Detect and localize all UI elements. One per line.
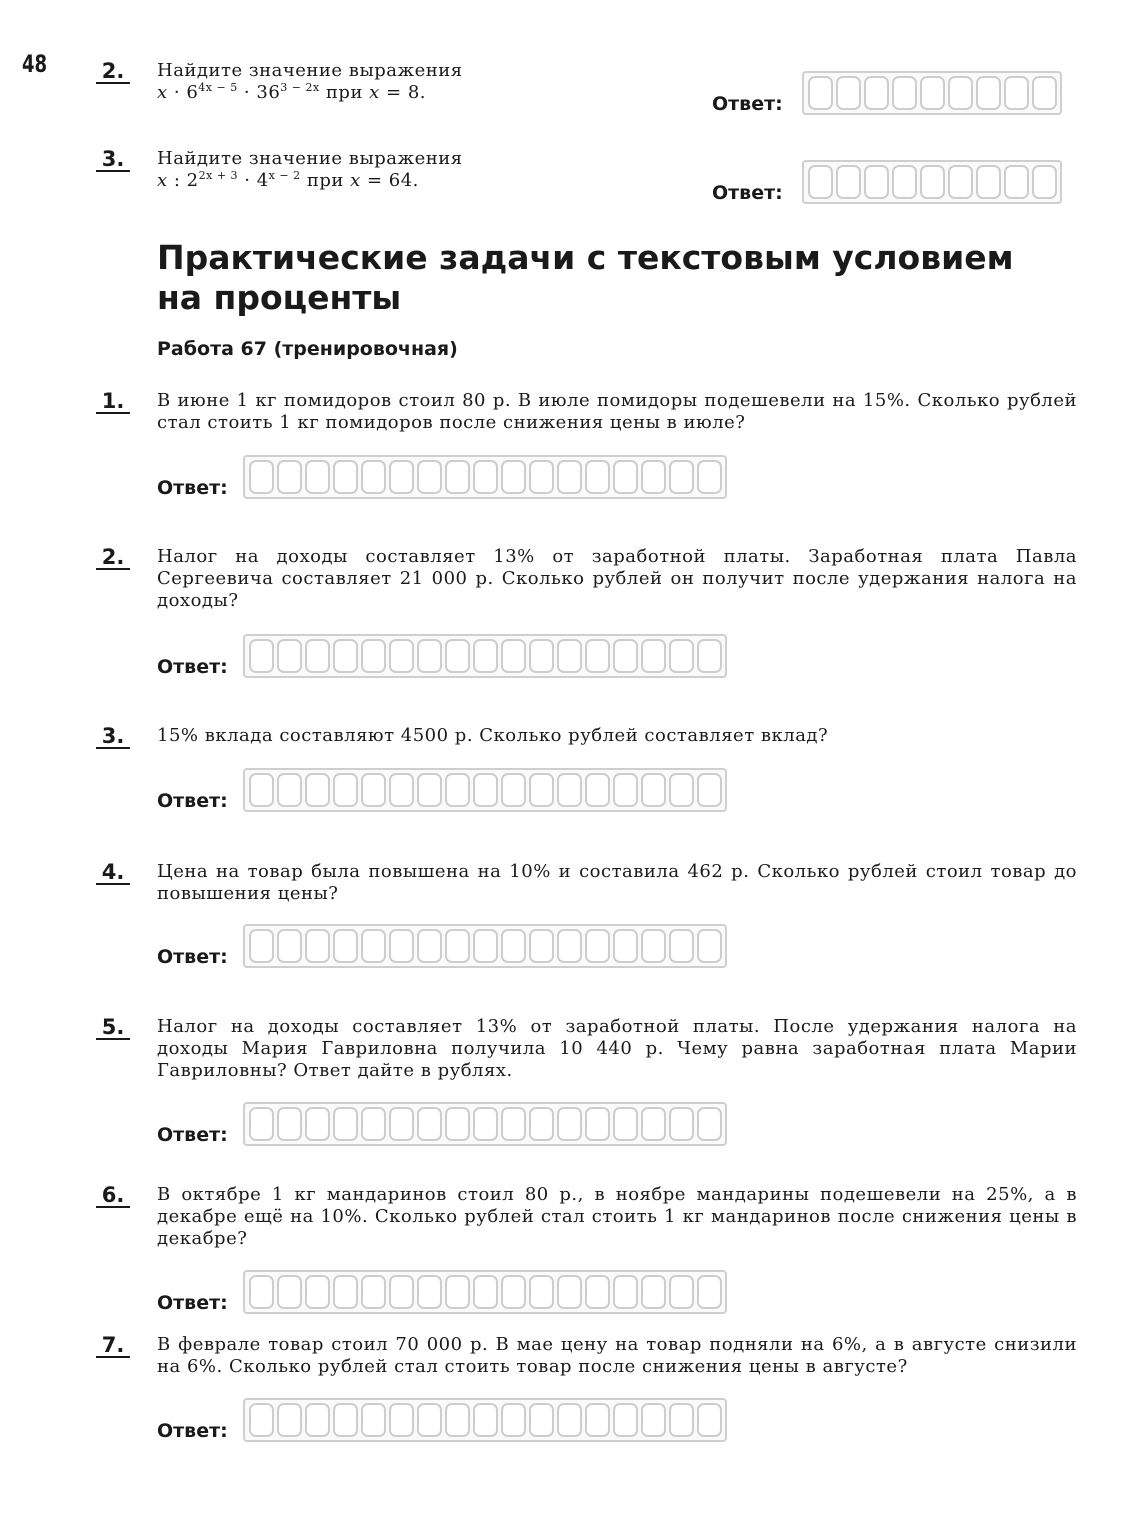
task-number: 3. <box>96 148 130 172</box>
answer-label: Ответ: <box>157 656 228 678</box>
answer-label: Ответ: <box>157 1124 228 1146</box>
task-text: В октябре 1 кг мандаринов стоил 80 р., в ноябре мандарины подешевели на 25%, а в декабре ещё на 10%. Сколько рублей стал стоить 1 кг мандаринов после снижения цены в декабре? <box>157 1184 1077 1249</box>
answer-cells[interactable] <box>802 160 1062 204</box>
answer-box <box>157 1398 757 1442</box>
task-text: 15% вклада составляют 4500 р. Сколько рублей составляет вклад? <box>157 725 829 746</box>
answer-cells[interactable] <box>243 768 727 812</box>
answer-cells[interactable] <box>243 455 727 499</box>
answer-label: Ответ: <box>157 477 228 499</box>
page-number: 48 <box>22 50 48 78</box>
section-title: Практические задачи с текстовым условием на проценты <box>157 238 1014 317</box>
answer-cells[interactable] <box>243 924 727 968</box>
task-text: Налог на доходы составляет 13% от заработной платы. После удержания налога на доходы Мария Гавриловна получила 10 440 р. Чему равна заработная плата Марии Гавриловны? Ответ дайте в рублях. <box>157 1016 1077 1081</box>
task-number: 5. <box>96 1016 130 1040</box>
task-number: 6. <box>96 1184 130 1208</box>
answer-box <box>157 768 757 812</box>
answer-cells[interactable] <box>243 634 727 678</box>
task-number: 3. <box>96 725 130 749</box>
answer-label: Ответ: <box>712 182 783 204</box>
answer-cells[interactable] <box>243 1270 727 1314</box>
task-prompt: Найдите значение выражения <box>157 148 463 169</box>
answer-box <box>712 160 1077 204</box>
task-text: Налог на доходы составляет 13% от заработной платы. Заработная плата Павла Сергеевича составляет 21 000 р. Сколько рублей он получит после удержания налога на доходы? <box>157 546 1077 611</box>
task-number: 2. <box>96 546 130 570</box>
answer-box <box>712 71 1077 115</box>
answer-label: Ответ: <box>712 93 783 115</box>
answer-label: Ответ: <box>157 790 228 812</box>
answer-box <box>157 924 757 968</box>
answer-box <box>157 455 757 499</box>
task-prompt: Найдите значение выражения <box>157 60 463 81</box>
work-title: Работа 67 (тренировочная) <box>157 338 458 360</box>
expression: x : $2^{2x + 3} \cdot 4^{x - 2}$ при x = 64. <box>157 169 419 191</box>
task-text: В феврале товар стоил 70 000 р. В мае цену на товар подняли на 6%, а в августе снизили на 6%. Сколько рублей стал стоить товар после снижения цены в августе? <box>157 1334 1077 1377</box>
answer-cells[interactable] <box>802 71 1062 115</box>
task-number: 4. <box>96 861 130 885</box>
answer-label: Ответ: <box>157 1420 228 1442</box>
task-number: 1. <box>96 390 130 414</box>
answer-box <box>157 1270 757 1314</box>
expression: $x \cdot 6^{4x - 5} \cdot 36^{3 - 2x}$ при x = 8. <box>157 81 427 103</box>
answer-box <box>157 1102 757 1146</box>
answer-cells[interactable] <box>243 1398 727 1442</box>
top-task-2 <box>96 60 796 120</box>
answer-label: Ответ: <box>157 946 228 968</box>
task-number: 2. <box>96 60 130 84</box>
task-text: В июне 1 кг помидоров стоил 80 р. В июле помидоры подешевели на 15%. Сколько рублей стал стоить 1 кг помидоров после снижения цены в июле? <box>157 390 1077 433</box>
answer-box <box>157 634 757 678</box>
task-number: 7. <box>96 1334 130 1358</box>
top-task-3 <box>96 148 796 208</box>
answer-cells[interactable] <box>243 1102 727 1146</box>
task-text: Цена на товар была повышена на 10% и составила 462 р. Сколько рублей стоил товар до повышения цены? <box>157 861 1077 904</box>
answer-label: Ответ: <box>157 1292 228 1314</box>
